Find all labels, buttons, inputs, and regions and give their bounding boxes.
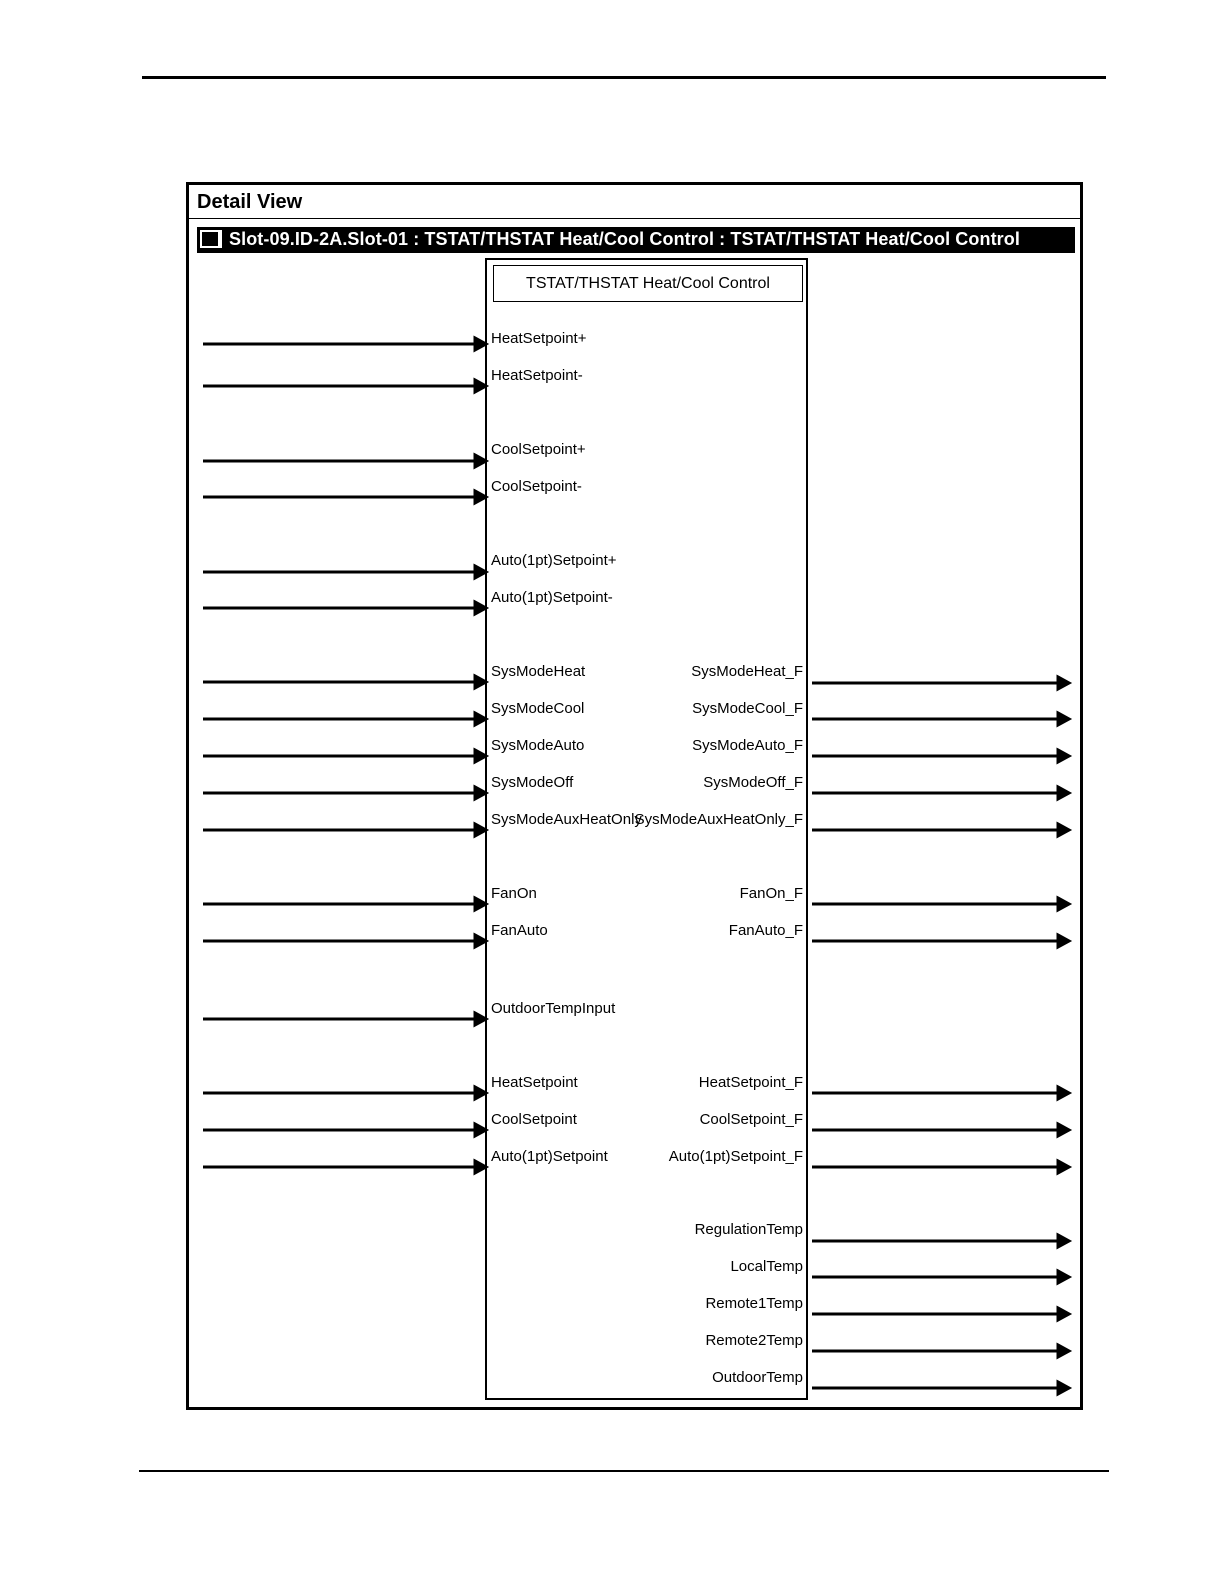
output-port-label: SysModeOff_F (703, 774, 803, 791)
top-rule (142, 76, 1106, 79)
input-port-label: HeatSetpoint+ (491, 330, 587, 347)
input-port-label: HeatSetpoint- (491, 367, 583, 384)
block-path-header[interactable] (197, 227, 1075, 253)
input-port-label: SysModeOff (491, 774, 574, 791)
input-port-label: CoolSetpoint+ (491, 441, 586, 458)
output-port-label: SysModeAuxHeatOnly_F (634, 811, 803, 828)
input-port-label: SysModeCool (491, 700, 585, 717)
input-port-label: Auto(1pt)Setpoint (491, 1148, 608, 1165)
output-port-label: Remote1Temp (705, 1295, 803, 1312)
input-port-label: CoolSetpoint (491, 1111, 577, 1128)
input-port-label: Auto(1pt)Setpoint- (491, 589, 613, 606)
output-port-label: Remote2Temp (705, 1332, 803, 1349)
input-port-label: Auto(1pt)Setpoint+ (491, 552, 617, 569)
output-port-label: SysModeAuto_F (692, 737, 803, 754)
block-path-text: Slot-09.ID-2A.Slot-01 : TSTAT/THSTAT Heat/Cool Control : TSTAT/THSTAT Heat/Cool Control (229, 229, 1020, 249)
output-port-label: SysModeCool_F (692, 700, 803, 717)
input-port-label: SysModeHeat (491, 663, 586, 680)
input-port-label: CoolSetpoint- (491, 478, 582, 495)
input-port-label: FanAuto (491, 922, 548, 939)
input-port-label: SysModeAuxHeatOnly (491, 811, 642, 828)
block-icon (200, 230, 222, 248)
input-port-label: SysModeAuto (491, 737, 585, 754)
window-title: Detail View (197, 191, 303, 213)
window-titlebar (189, 185, 1080, 219)
output-port-label: SysModeHeat_F (691, 663, 803, 680)
output-port-label: FanOn_F (739, 885, 803, 902)
input-port-label: FanOn (491, 885, 537, 902)
bottom-rule (139, 1470, 1109, 1472)
output-port-label: LocalTemp (730, 1258, 803, 1275)
input-port-label: OutdoorTempInput (491, 1000, 616, 1017)
output-port-label: OutdoorTemp (712, 1369, 803, 1386)
output-port-label: FanAuto_F (728, 922, 803, 939)
output-port-label: Auto(1pt)Setpoint_F (668, 1148, 803, 1165)
output-port-label: HeatSetpoint_F (698, 1074, 803, 1091)
function-block-title: TSTAT/THSTAT Heat/Cool Control (493, 265, 803, 302)
input-port-label: HeatSetpoint (491, 1074, 578, 1091)
output-port-label: RegulationTemp (694, 1221, 803, 1238)
output-port-label: CoolSetpoint_F (699, 1111, 803, 1128)
